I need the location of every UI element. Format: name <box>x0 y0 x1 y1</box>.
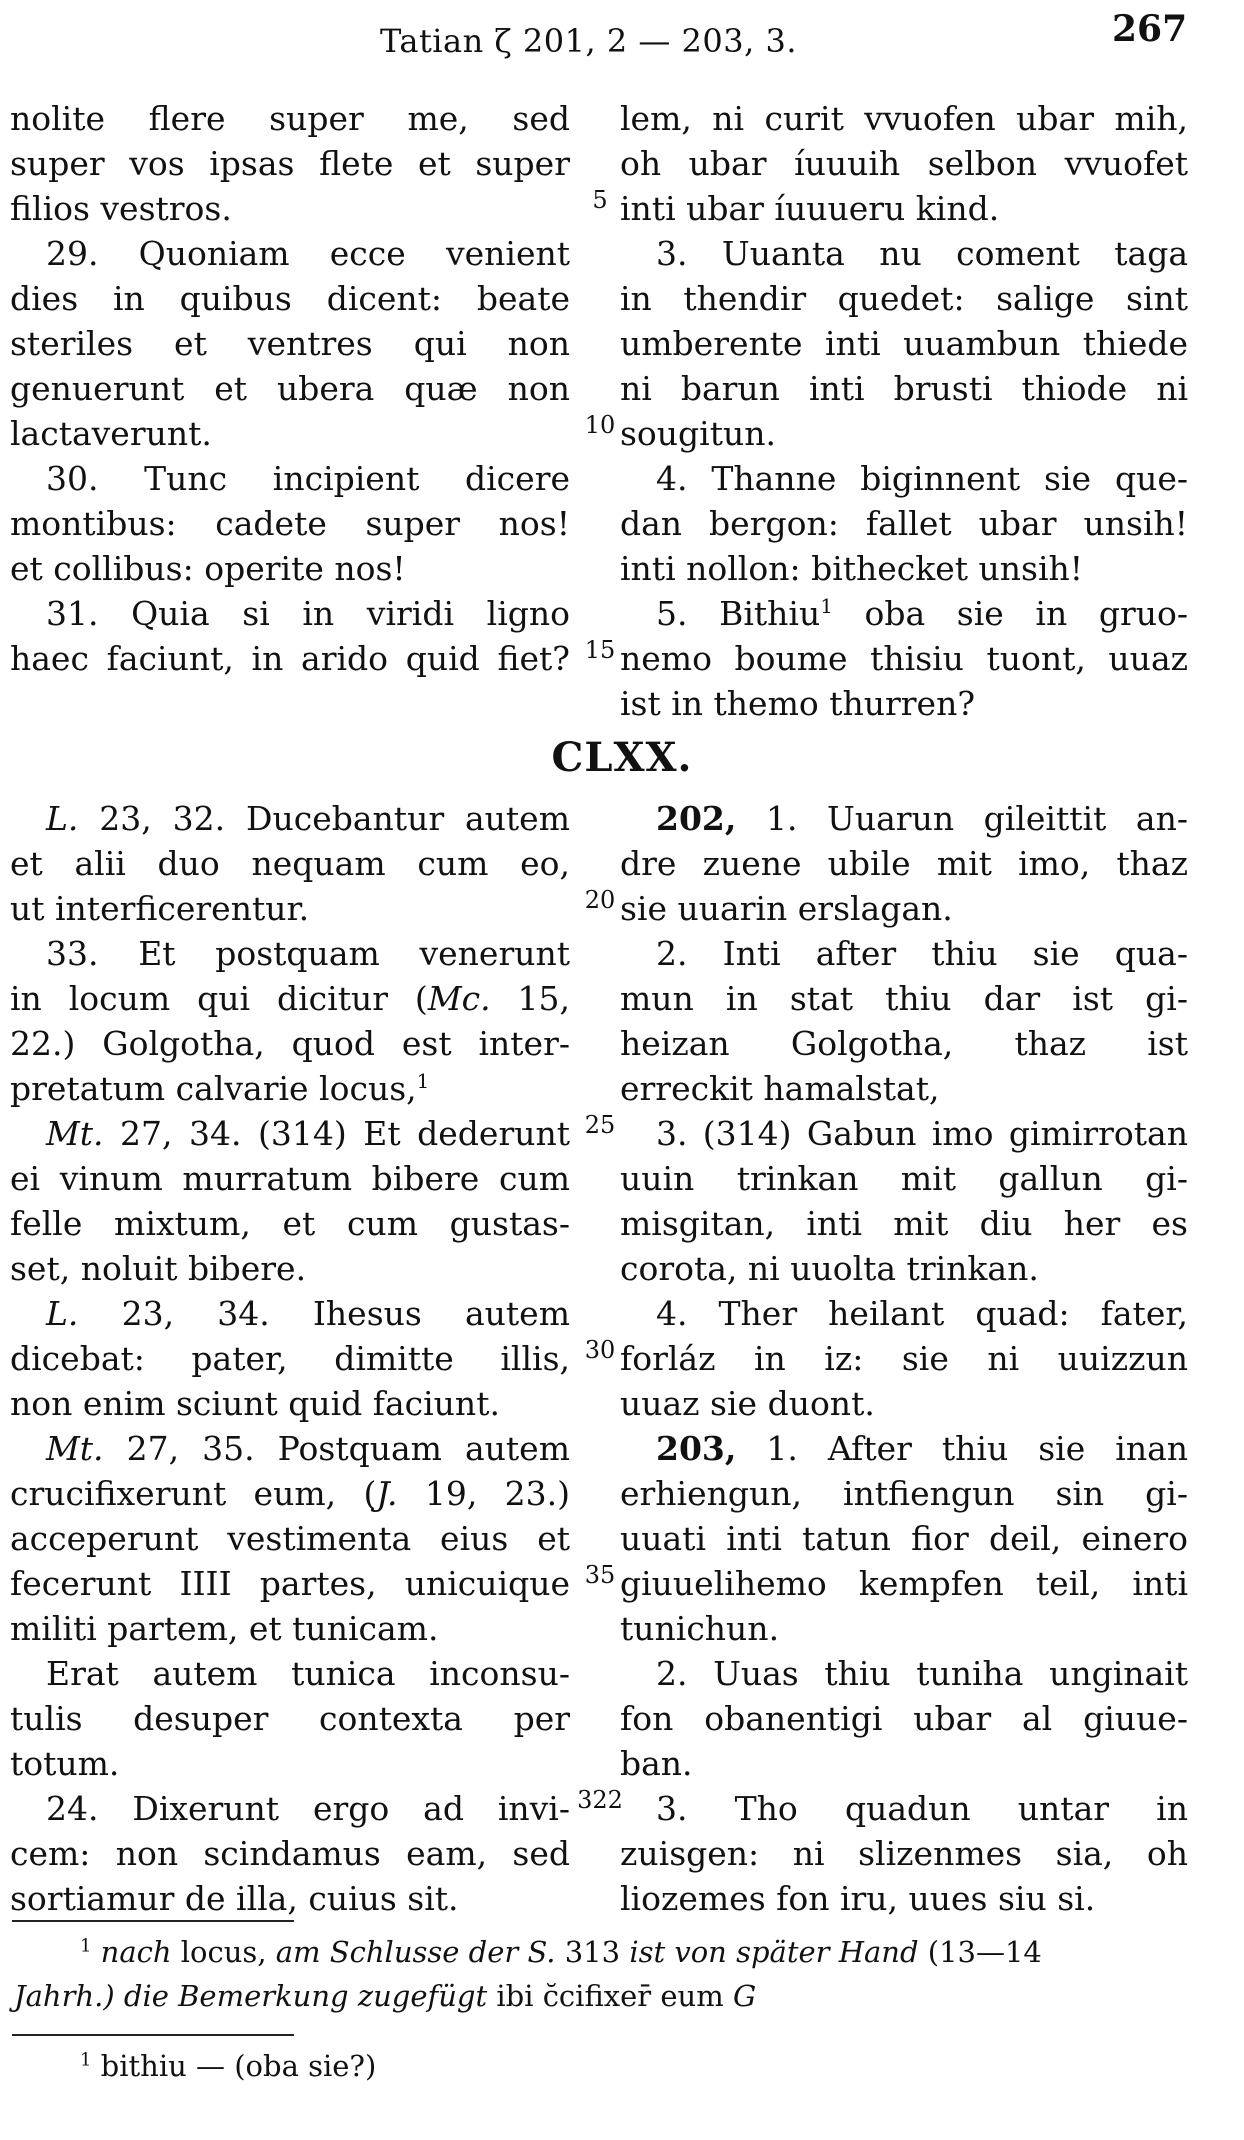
footnote-mark: 1 <box>80 2049 92 2071</box>
latin-line: steriles et ventres qui non <box>10 324 570 363</box>
latin-line: sortiamur de illa, cuius sit. <box>10 1879 459 1918</box>
ohg-line: 2. Inti after thiu sie qua- <box>656 934 1188 973</box>
latin-column <box>10 96 570 681</box>
verse-number: 203, <box>656 1429 737 1468</box>
ohg-column <box>620 96 1188 726</box>
footnote-rule <box>12 2034 294 2036</box>
latin-column <box>10 796 570 1921</box>
ohg-line: erhiengun, intfiengun sin gi- <box>620 1474 1188 1513</box>
ohg-line: sie uuarin erslagan. <box>620 889 953 928</box>
latin-line: 30. Tunc incipient dicere <box>46 459 570 498</box>
ohg-line: lem, ni curit vvuofen ubar mih, <box>620 99 1188 138</box>
footnote-ohg: $^1$ bithiu — (oba sie?) <box>80 2049 377 2083</box>
latin-line: Mt. 27, 35. Postquam autem <box>46 1429 570 1468</box>
line-number: 10 <box>584 411 616 439</box>
ohg-line: ni barun inti brusti thiode ni <box>620 369 1188 408</box>
latin-line: 22.) Golgotha, quod est inter- <box>10 1024 570 1063</box>
ohg-line: erreckit hamalstat, <box>620 1069 940 1108</box>
ohg-column <box>620 796 1188 1921</box>
latin-line: dicebat: pater, dimitte illis, <box>10 1339 570 1378</box>
ohg-line: 3. Tho quadun untar in <box>656 1789 1188 1828</box>
ohg-line: nemo boume thisiu tuont, uuaz <box>620 639 1188 678</box>
ohg-line: heizan Golgotha, thaz ist <box>620 1024 1188 1063</box>
latin-line: militi partem, et tunicam. <box>10 1609 439 1648</box>
gospel-ref: L. <box>46 1294 79 1333</box>
line-number: 5 <box>592 186 608 214</box>
latin-line: dies in quibus dicent: beate <box>10 279 570 318</box>
latin-line: genuerunt et ubera quæ non <box>10 369 570 408</box>
latin-line: et alii duo nequam cum eo, <box>10 844 570 883</box>
ohg-line: uuaz sie duont. <box>620 1384 875 1423</box>
line-number: 30 <box>584 1336 616 1364</box>
latin-line: filios vestros. <box>10 189 232 228</box>
footnote-latin-cont: Jahrh.) die Bemerkung zugefügt ibi c̆cifixer̄ eum G <box>14 1979 757 2013</box>
latin-line: Erat autem tunica inconsu- <box>46 1654 570 1693</box>
ohg-line: misgitan, inti mit diu her es <box>620 1204 1188 1243</box>
latin-line: pretatum calvarie locus,$^1$ <box>10 1069 430 1108</box>
ohg-line: in thendir quedet: salige sint <box>620 279 1188 318</box>
ohg-line: oh ubar íuuuih selbon vvuofet <box>620 144 1188 183</box>
latin-line: 29. Quoniam ecce venient <box>46 234 570 273</box>
gospel-ref: Mc. <box>427 979 491 1018</box>
latin-line: acceperunt vestimenta eius et <box>10 1519 570 1558</box>
gospel-ref: L. <box>46 799 79 838</box>
latin-line: lactaverunt. <box>10 414 212 453</box>
footnote-latin: $^1$ nach locus, am Schlusse der S. 313 ist von später Hand (13—14 <box>80 1935 1042 1969</box>
latin-line: fecerunt IIII partes, unicuique <box>10 1564 570 1603</box>
page-header <box>0 8 1244 64</box>
ohg-line: giuuelihemo kempfen teil, inti <box>620 1564 1188 1603</box>
gospel-ref: Mt. <box>46 1429 104 1468</box>
latin-line: non enim sciunt quid faciunt. <box>10 1384 500 1423</box>
latin-line: L. 23, 32. Ducebantur autem <box>46 799 570 838</box>
footnote-ref: 1 <box>416 1069 430 1093</box>
latin-line: et collibus: operite nos! <box>10 549 406 588</box>
footnote-mark: 1 <box>80 1935 92 1957</box>
line-number: 322 <box>577 1786 623 1814</box>
ohg-line: 203, 1. After thiu sie inan <box>656 1429 1188 1468</box>
latin-line: totum. <box>10 1744 120 1783</box>
gospel-ref: J. <box>376 1474 398 1513</box>
latin-line: tulis desuper contexta per <box>10 1699 570 1738</box>
ohg-line <box>620 591 1188 636</box>
line-number: 25 <box>584 1111 616 1139</box>
ohg-line: uuati inti tatun fior deil, einero <box>620 1519 1188 1558</box>
line-number: 15 <box>584 636 616 664</box>
ohg-line: fon obanentigi ubar al giuue- <box>620 1699 1188 1738</box>
latin-line: 31. Quia si in viridi ligno <box>46 594 570 633</box>
ohg-line: zuisgen: ni slizenmes sia, oh <box>620 1834 1188 1873</box>
ohg-line: forláz in iz: sie ni uuizzun <box>620 1339 1188 1378</box>
latin-line: nolite flere super me, sed <box>10 99 570 138</box>
ohg-line: liozemes fon iru, uues siu si. <box>620 1879 1096 1918</box>
ohg-line: inti ubar íuuueru kind. <box>620 189 1000 228</box>
verse-number: 202, <box>656 799 737 838</box>
latin-line: set, noluit bibere. <box>10 1249 307 1288</box>
ohg-line: mun in stat thiu dar ist gi- <box>620 979 1188 1018</box>
latin-line: felle mixtum, et cum gustas- <box>10 1204 570 1243</box>
ohg-line: 4. Ther heilant quad: fater, <box>656 1294 1188 1333</box>
ohg-line: corota, ni uuolta trinkan. <box>620 1249 1039 1288</box>
section-heading: CLXX. <box>551 734 693 781</box>
ohg-line: sougitun. <box>620 414 776 453</box>
line-number: 20 <box>584 886 616 914</box>
latin-line: L. 23, 34. Ihesus autem <box>46 1294 570 1333</box>
latin-line: super vos ipsas flete et super <box>10 144 570 183</box>
latin-line: 33. Et postquam venerunt <box>46 934 570 973</box>
latin-line: Mt. 27, 34. (314) Et dederunt <box>46 1114 570 1153</box>
ohg-line: 3. (314) Gabun imo gimirrotan <box>656 1114 1188 1153</box>
latin-line: in locum qui dicitur (Mc. 15, <box>10 979 570 1018</box>
footnote-ref: 1 <box>820 594 833 618</box>
footnote-rule <box>12 1920 294 1922</box>
latin-line: montibus: cadete super nos! <box>10 504 570 543</box>
ohg-line: dan bergon: fallet ubar unsih! <box>620 504 1188 543</box>
line-number: 35 <box>584 1561 616 1589</box>
running-title: Tatian ζ 201, 2 — 203, 3. <box>380 22 797 60</box>
latin-line: cem: non scindamus eam, sed <box>10 1834 570 1873</box>
ohg-line: dre zuene ubile mit imo, thaz <box>620 844 1188 883</box>
bithiu-word: 5. Bithiu <box>656 594 821 633</box>
page-number: 267 <box>1112 8 1188 50</box>
latin-line: 24. Dixerunt ergo ad invi- <box>46 1789 570 1828</box>
ohg-line: inti nollon: bithecket unsih! <box>620 549 1084 588</box>
ohg-line: 4. Thanne biginnent sie que- <box>656 459 1188 498</box>
latin-line: ut interficerentur. <box>10 889 310 928</box>
ohg-line: uuin trinkan mit gallun gi- <box>620 1159 1188 1198</box>
ohg-line: 202, 1. Uuarun gileittit an- <box>656 799 1188 838</box>
latin-line: haec faciunt, in arido quid fiet? <box>10 639 570 678</box>
gospel-ref: Mt. <box>46 1114 104 1153</box>
ohg-line: umberente inti uuambun thiede <box>620 324 1188 363</box>
ohg-line: tunichun. <box>620 1609 780 1648</box>
bithiu-rest: oba sie in gruo- <box>832 594 1189 633</box>
latin-line: ei vinum murratum bibere cum <box>10 1159 570 1198</box>
ohg-line: ist in themo thurren? <box>620 684 976 723</box>
ohg-line: 2. Uuas thiu tuniha unginait <box>656 1654 1188 1693</box>
latin-line: crucifixerunt eum, (J. 19, 23.) <box>10 1474 570 1513</box>
ohg-line: 3. Uuanta nu coment taga <box>656 234 1188 273</box>
ohg-line: ban. <box>620 1744 693 1783</box>
